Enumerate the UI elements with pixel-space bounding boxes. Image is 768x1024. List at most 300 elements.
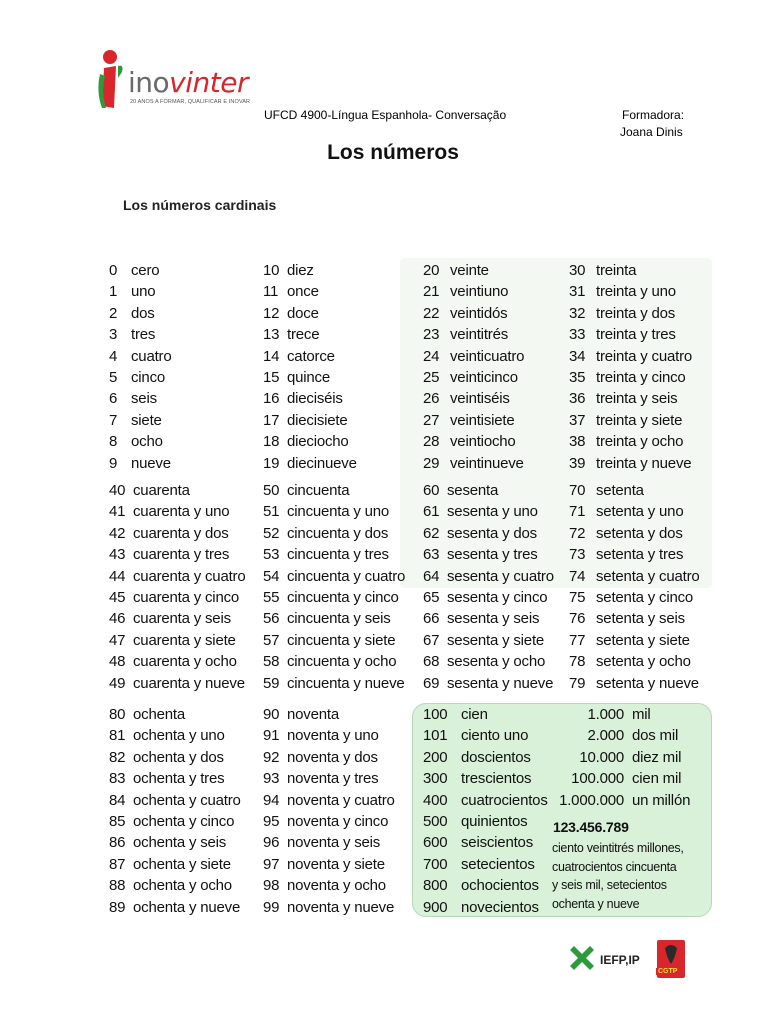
- number-entry: [423, 834, 533, 851]
- number-word: treinta y cuatro: [596, 347, 693, 365]
- number-digit: 75: [569, 589, 586, 606]
- number-entry: [423, 455, 524, 472]
- number-digit: 57: [263, 631, 280, 649]
- number-digit: 77: [569, 631, 586, 649]
- number-entry: [423, 653, 545, 670]
- number-word: cincuenta y seis: [287, 610, 391, 628]
- number-entry: [423, 525, 537, 542]
- number-word: noventa y cinco: [287, 813, 389, 830]
- number-word: ciento uno: [461, 727, 529, 745]
- cgtp-logo: [655, 940, 687, 980]
- logo-wordmark: inovinter: [128, 66, 248, 99]
- number-word: setenta y nueve: [596, 674, 699, 692]
- number-entry: [263, 568, 405, 585]
- big-number-word: diez mil: [632, 748, 682, 766]
- number-entry: [109, 632, 236, 649]
- big-number-digit: 10.000: [579, 748, 624, 766]
- number-word: ochenta y ocho: [133, 877, 232, 895]
- number-digit: 10: [263, 262, 280, 279]
- number-entry: [569, 589, 693, 606]
- number-digit: 85: [109, 813, 126, 830]
- number-digit: 96: [263, 834, 280, 852]
- number-digit: 36: [569, 390, 586, 408]
- number-entry: [263, 482, 349, 499]
- number-word: setenta y dos: [596, 524, 683, 542]
- number-entry: [263, 503, 389, 520]
- number-digit: 700: [423, 855, 448, 873]
- number-entry: [423, 749, 531, 766]
- number-digit: 46: [109, 610, 126, 628]
- number-word: setenta y tres: [596, 546, 684, 564]
- number-digit: 600: [423, 834, 448, 852]
- example-words-line: cuatrocientos cincuenta: [552, 859, 677, 874]
- number-entry: [263, 727, 379, 744]
- number-word: ochenta y cinco: [133, 813, 235, 830]
- number-entry: [109, 433, 163, 450]
- number-digit: 93: [263, 770, 280, 788]
- number-entry: [569, 482, 644, 499]
- number-entry: [109, 455, 171, 472]
- number-digit: 42: [109, 524, 126, 542]
- number-word: cincuenta y tres: [287, 546, 389, 564]
- iefp-label: IEFP,IP: [600, 953, 640, 967]
- number-digit: 65: [423, 589, 440, 606]
- number-word: treinta y tres: [596, 326, 676, 344]
- number-entry: [263, 770, 378, 787]
- number-digit: 25: [423, 369, 440, 386]
- number-digit: 94: [263, 791, 280, 809]
- number-digit: 200: [423, 748, 448, 766]
- number-word: quince: [287, 369, 331, 386]
- number-digit: 76: [569, 610, 586, 628]
- number-entry: [263, 348, 335, 365]
- number-entry: [263, 455, 357, 472]
- number-entry: [263, 706, 339, 723]
- number-entry: [423, 610, 539, 627]
- number-entry: [423, 482, 498, 499]
- example-words-line: ciento veintitrés millones,: [552, 841, 684, 855]
- number-entry: [109, 503, 229, 520]
- number-word: dieciocho: [287, 433, 349, 451]
- number-entry: [569, 262, 636, 279]
- number-entry: [109, 727, 225, 744]
- example-words-line: y seis mil, setecientos: [552, 878, 667, 892]
- section-subtitle: Los números cardinais: [123, 197, 277, 213]
- number-digit: 8: [109, 433, 118, 451]
- number-digit: 40: [109, 482, 126, 499]
- number-word: setecientos: [461, 855, 535, 873]
- number-word: novecientos: [461, 898, 539, 916]
- number-entry: [263, 653, 396, 670]
- number-word: diecinueve: [287, 454, 357, 472]
- number-digit: 18: [263, 433, 280, 451]
- number-word: noventa y seis: [287, 834, 381, 852]
- number-word: sesenta: [447, 482, 499, 499]
- number-entry: [109, 482, 190, 499]
- number-word: ochenta y nueve: [133, 898, 241, 916]
- number-word: veintinueve: [450, 454, 524, 472]
- number-digit: 44: [109, 567, 126, 585]
- number-word: cuarenta y nueve: [133, 674, 245, 692]
- number-entry: [569, 348, 692, 365]
- number-word: cuarenta y tres: [133, 546, 230, 564]
- number-word: ocho: [131, 433, 163, 451]
- number-word: cuarenta y uno: [133, 503, 230, 521]
- number-digit: 50: [263, 482, 280, 499]
- number-entry: [423, 727, 528, 744]
- big-number-word: cien mil: [632, 770, 682, 788]
- number-word: noventa y uno: [287, 727, 379, 745]
- number-digit: 30: [569, 262, 586, 279]
- number-word: setenta y cuatro: [596, 567, 700, 585]
- number-word: veintitrés: [450, 326, 509, 344]
- number-digit: 21: [423, 283, 440, 301]
- number-word: ochenta y uno: [133, 727, 225, 745]
- number-word: nueve: [131, 454, 171, 472]
- number-word: cuarenta y cuatro: [133, 567, 246, 585]
- number-digit: 41: [109, 503, 126, 521]
- number-word: cincuenta y cinco: [287, 589, 399, 606]
- number-digit: 9: [109, 454, 118, 472]
- number-entry: [109, 653, 237, 670]
- number-word: veintiuno: [450, 283, 509, 301]
- big-number-word: dos mil: [632, 727, 679, 745]
- number-word: sesenta y dos: [447, 524, 537, 542]
- number-digit: 48: [109, 653, 126, 671]
- number-entry: [569, 503, 683, 520]
- number-word: cuarenta y ocho: [133, 653, 237, 671]
- number-word: ochenta y seis: [133, 834, 227, 852]
- number-word: treinta y cinco: [596, 369, 686, 386]
- number-digit: 29: [423, 454, 440, 472]
- number-digit: 97: [263, 855, 280, 873]
- example-words-line: ochenta y nueve: [552, 896, 640, 911]
- number-entry: [423, 326, 508, 343]
- number-word: sesenta y siete: [447, 631, 545, 649]
- number-word: cincuenta y cuatro: [287, 567, 406, 585]
- number-digit: 64: [423, 567, 440, 585]
- number-word: tres: [131, 326, 156, 344]
- number-digit: 6: [109, 390, 118, 408]
- number-digit: 47: [109, 631, 126, 649]
- number-word: cero: [131, 262, 160, 279]
- number-entry: [263, 546, 389, 563]
- number-word: sesenta y tres: [447, 546, 538, 564]
- number-entry: [569, 653, 691, 670]
- number-entry: [109, 546, 229, 563]
- number-digit: 91: [263, 727, 280, 745]
- number-digit: 78: [569, 653, 586, 671]
- number-digit: 800: [423, 877, 448, 895]
- number-word: ochenta y cuatro: [133, 791, 241, 809]
- number-entry: [263, 433, 349, 450]
- number-entry: [263, 834, 380, 851]
- number-word: veintisiete: [450, 411, 515, 429]
- number-entry: [263, 369, 330, 386]
- big-number-digit: 1.000: [587, 706, 624, 723]
- number-digit: 70: [569, 482, 586, 499]
- number-entry: [569, 455, 691, 472]
- number-digit: 95: [263, 813, 280, 830]
- number-entry: [423, 412, 515, 429]
- number-digit: 31: [569, 283, 586, 301]
- number-digit: 72: [569, 524, 586, 542]
- number-digit: 37: [569, 411, 586, 429]
- number-entry: [109, 412, 162, 429]
- number-entry: [423, 792, 548, 809]
- number-entry: [109, 326, 155, 343]
- trainer-label: Formadora:: [622, 108, 685, 122]
- number-digit: 59: [263, 674, 280, 692]
- number-digit: 87: [109, 855, 126, 873]
- number-entry: [263, 262, 314, 279]
- number-entry: [569, 283, 676, 300]
- number-word: sesenta y seis: [447, 610, 540, 628]
- number-entry: [423, 856, 535, 873]
- number-word: seis: [131, 390, 157, 408]
- number-digit: 68: [423, 653, 440, 671]
- number-digit: 99: [263, 898, 280, 916]
- number-entry: [423, 503, 538, 520]
- number-word: quinientos: [461, 813, 528, 830]
- number-word: doce: [287, 304, 319, 322]
- number-word: noventa y dos: [287, 748, 378, 766]
- number-entry: [263, 792, 395, 809]
- number-digit: 13: [263, 326, 280, 344]
- number-digit: 49: [109, 674, 126, 692]
- number-word: cuarenta y seis: [133, 610, 231, 628]
- number-entry: [263, 632, 395, 649]
- number-digit: 66: [423, 610, 440, 628]
- number-digit: 55: [263, 589, 280, 606]
- number-word: sesenta y nueve: [447, 674, 554, 692]
- number-entry: [263, 326, 319, 343]
- number-entry: [423, 433, 516, 450]
- number-word: ochenta y dos: [133, 748, 224, 766]
- number-word: veinte: [450, 262, 489, 279]
- inovinter-logo: [96, 48, 266, 114]
- number-word: trece: [287, 326, 320, 344]
- number-digit: 20: [423, 262, 440, 279]
- number-word: setenta y cinco: [596, 589, 694, 606]
- number-word: treinta y nueve: [596, 454, 692, 472]
- number-word: treinta y ocho: [596, 433, 684, 451]
- number-word: setenta y ocho: [596, 653, 691, 671]
- number-word: noventa y nueve: [287, 898, 395, 916]
- number-entry: [263, 525, 388, 542]
- number-digit: 32: [569, 304, 586, 322]
- number-entry: [109, 899, 240, 916]
- number-entry: [423, 589, 547, 606]
- number-entry: [109, 305, 155, 322]
- number-digit: 60: [423, 482, 440, 499]
- number-word: cuarenta: [133, 482, 190, 499]
- number-digit: 14: [263, 347, 280, 365]
- number-word: sesenta y uno: [447, 503, 538, 521]
- number-digit: 38: [569, 433, 586, 451]
- number-digit: 17: [263, 411, 280, 429]
- number-digit: 24: [423, 347, 440, 365]
- number-word: setenta y uno: [596, 503, 684, 521]
- number-entry: [109, 525, 229, 542]
- number-digit: 23: [423, 326, 440, 344]
- number-entry: [569, 326, 676, 343]
- number-word: setenta: [596, 482, 644, 499]
- number-entry: [263, 877, 386, 894]
- number-word: noventa: [287, 706, 339, 723]
- number-digit: 27: [423, 411, 440, 429]
- number-digit: 33: [569, 326, 586, 344]
- number-word: cincuenta y siete: [287, 631, 396, 649]
- number-entry: [109, 749, 224, 766]
- number-word: cuatrocientos: [461, 791, 548, 809]
- number-digit: 45: [109, 589, 126, 606]
- number-entry: [569, 675, 699, 692]
- number-digit: 83: [109, 770, 126, 788]
- number-word: cincuenta: [287, 482, 350, 499]
- number-digit: 300: [423, 770, 448, 788]
- number-word: cincuenta y ocho: [287, 653, 397, 671]
- number-digit: 15: [263, 369, 280, 386]
- number-entry: [569, 305, 675, 322]
- number-digit: 5: [109, 369, 118, 386]
- number-word: catorce: [287, 347, 335, 365]
- big-number-digit: 1.000.000: [559, 791, 624, 809]
- number-digit: 67: [423, 631, 440, 649]
- big-number-word: mil: [632, 706, 651, 723]
- number-digit: 2: [109, 304, 118, 322]
- number-entry: [263, 675, 405, 692]
- number-entry: [109, 589, 239, 606]
- number-entry: [263, 749, 378, 766]
- number-entry: [109, 369, 165, 386]
- number-word: doscientos: [461, 748, 531, 766]
- number-word: treinta y seis: [596, 390, 678, 408]
- number-word: cien: [461, 706, 488, 723]
- logo-person-icon: [96, 48, 130, 114]
- number-word: cuatro: [131, 347, 172, 365]
- number-entry: [109, 348, 172, 365]
- number-digit: 53: [263, 546, 280, 564]
- number-digit: 80: [109, 706, 126, 723]
- number-digit: 16: [263, 390, 280, 408]
- number-entry: [109, 283, 155, 300]
- trainer-name: Joana Dinis: [620, 125, 683, 139]
- number-digit: 98: [263, 877, 280, 895]
- number-word: veintiocho: [450, 433, 516, 451]
- number-digit: 81: [109, 727, 126, 745]
- number-digit: 69: [423, 674, 440, 692]
- number-digit: 51: [263, 503, 280, 521]
- number-entry: [423, 813, 527, 830]
- number-digit: 79: [569, 674, 586, 692]
- number-digit: 61: [423, 503, 440, 521]
- number-entry: [423, 283, 508, 300]
- number-digit: 35: [569, 369, 586, 386]
- number-word: diez: [287, 262, 314, 279]
- number-word: veinticuatro: [450, 347, 525, 365]
- number-entry: [109, 675, 245, 692]
- number-entry: [109, 390, 157, 407]
- big-number-digit: 100.000: [571, 770, 624, 788]
- number-digit: 12: [263, 304, 280, 322]
- number-word: veinticinco: [450, 369, 518, 386]
- course-title: UFCD 4900-Língua Espanhola- Conversação: [264, 108, 507, 122]
- number-entry: [263, 856, 385, 873]
- number-entry: [263, 589, 399, 606]
- number-word: noventa y tres: [287, 770, 379, 788]
- number-entry: [423, 675, 553, 692]
- number-entry: [569, 546, 683, 563]
- number-entry: [423, 899, 539, 916]
- number-entry: [423, 305, 507, 322]
- number-word: seiscientos: [461, 834, 534, 852]
- number-digit: 86: [109, 834, 126, 852]
- number-digit: 19: [263, 454, 280, 472]
- number-entry: [423, 877, 539, 894]
- number-word: cuarenta y dos: [133, 524, 229, 542]
- number-entry: [569, 610, 685, 627]
- number-word: noventa y ocho: [287, 877, 386, 895]
- number-digit: 58: [263, 653, 280, 671]
- number-digit: 82: [109, 748, 126, 766]
- number-entry: [109, 792, 241, 809]
- number-entry: [423, 348, 524, 365]
- number-word: treinta y dos: [596, 304, 676, 322]
- number-word: cincuenta y uno: [287, 503, 390, 521]
- number-entry: [569, 525, 683, 542]
- number-word: trescientos: [461, 770, 532, 788]
- number-entry: [263, 390, 343, 407]
- number-entry: [109, 610, 231, 627]
- iefp-cross-icon: [566, 944, 598, 974]
- number-digit: 3: [109, 326, 118, 344]
- number-digit: 500: [423, 813, 448, 830]
- number-entry: [263, 412, 348, 429]
- number-entry: [109, 568, 246, 585]
- number-digit: 101: [423, 727, 448, 745]
- number-entry: [569, 632, 690, 649]
- number-digit: 28: [423, 433, 440, 451]
- number-digit: 7: [109, 411, 118, 429]
- number-digit: 62: [423, 524, 440, 542]
- number-word: diecisiete: [287, 411, 348, 429]
- number-entry: [109, 856, 231, 873]
- number-digit: 71: [569, 503, 586, 521]
- number-word: cincuenta y dos: [287, 524, 389, 542]
- number-digit: 11: [263, 283, 279, 301]
- number-digit: 43: [109, 546, 126, 564]
- number-word: siete: [131, 411, 162, 429]
- iefp-logo: [566, 944, 642, 974]
- number-word: cincuenta y nueve: [287, 674, 405, 692]
- number-entry: [569, 568, 700, 585]
- number-digit: 52: [263, 524, 280, 542]
- big-number-word: un millón: [632, 791, 691, 809]
- number-entry: [423, 568, 554, 585]
- number-entry: [569, 369, 686, 386]
- number-word: once: [287, 283, 319, 301]
- number-digit: 22: [423, 304, 440, 322]
- number-entry: [423, 262, 489, 279]
- number-word: cinco: [131, 369, 166, 386]
- number-digit: 4: [109, 347, 118, 365]
- number-word: uno: [131, 283, 156, 301]
- number-word: treinta y siete: [596, 411, 683, 429]
- number-digit: 54: [263, 567, 280, 585]
- number-digit: 400: [423, 791, 448, 809]
- number-word: cuarenta y cinco: [133, 589, 240, 606]
